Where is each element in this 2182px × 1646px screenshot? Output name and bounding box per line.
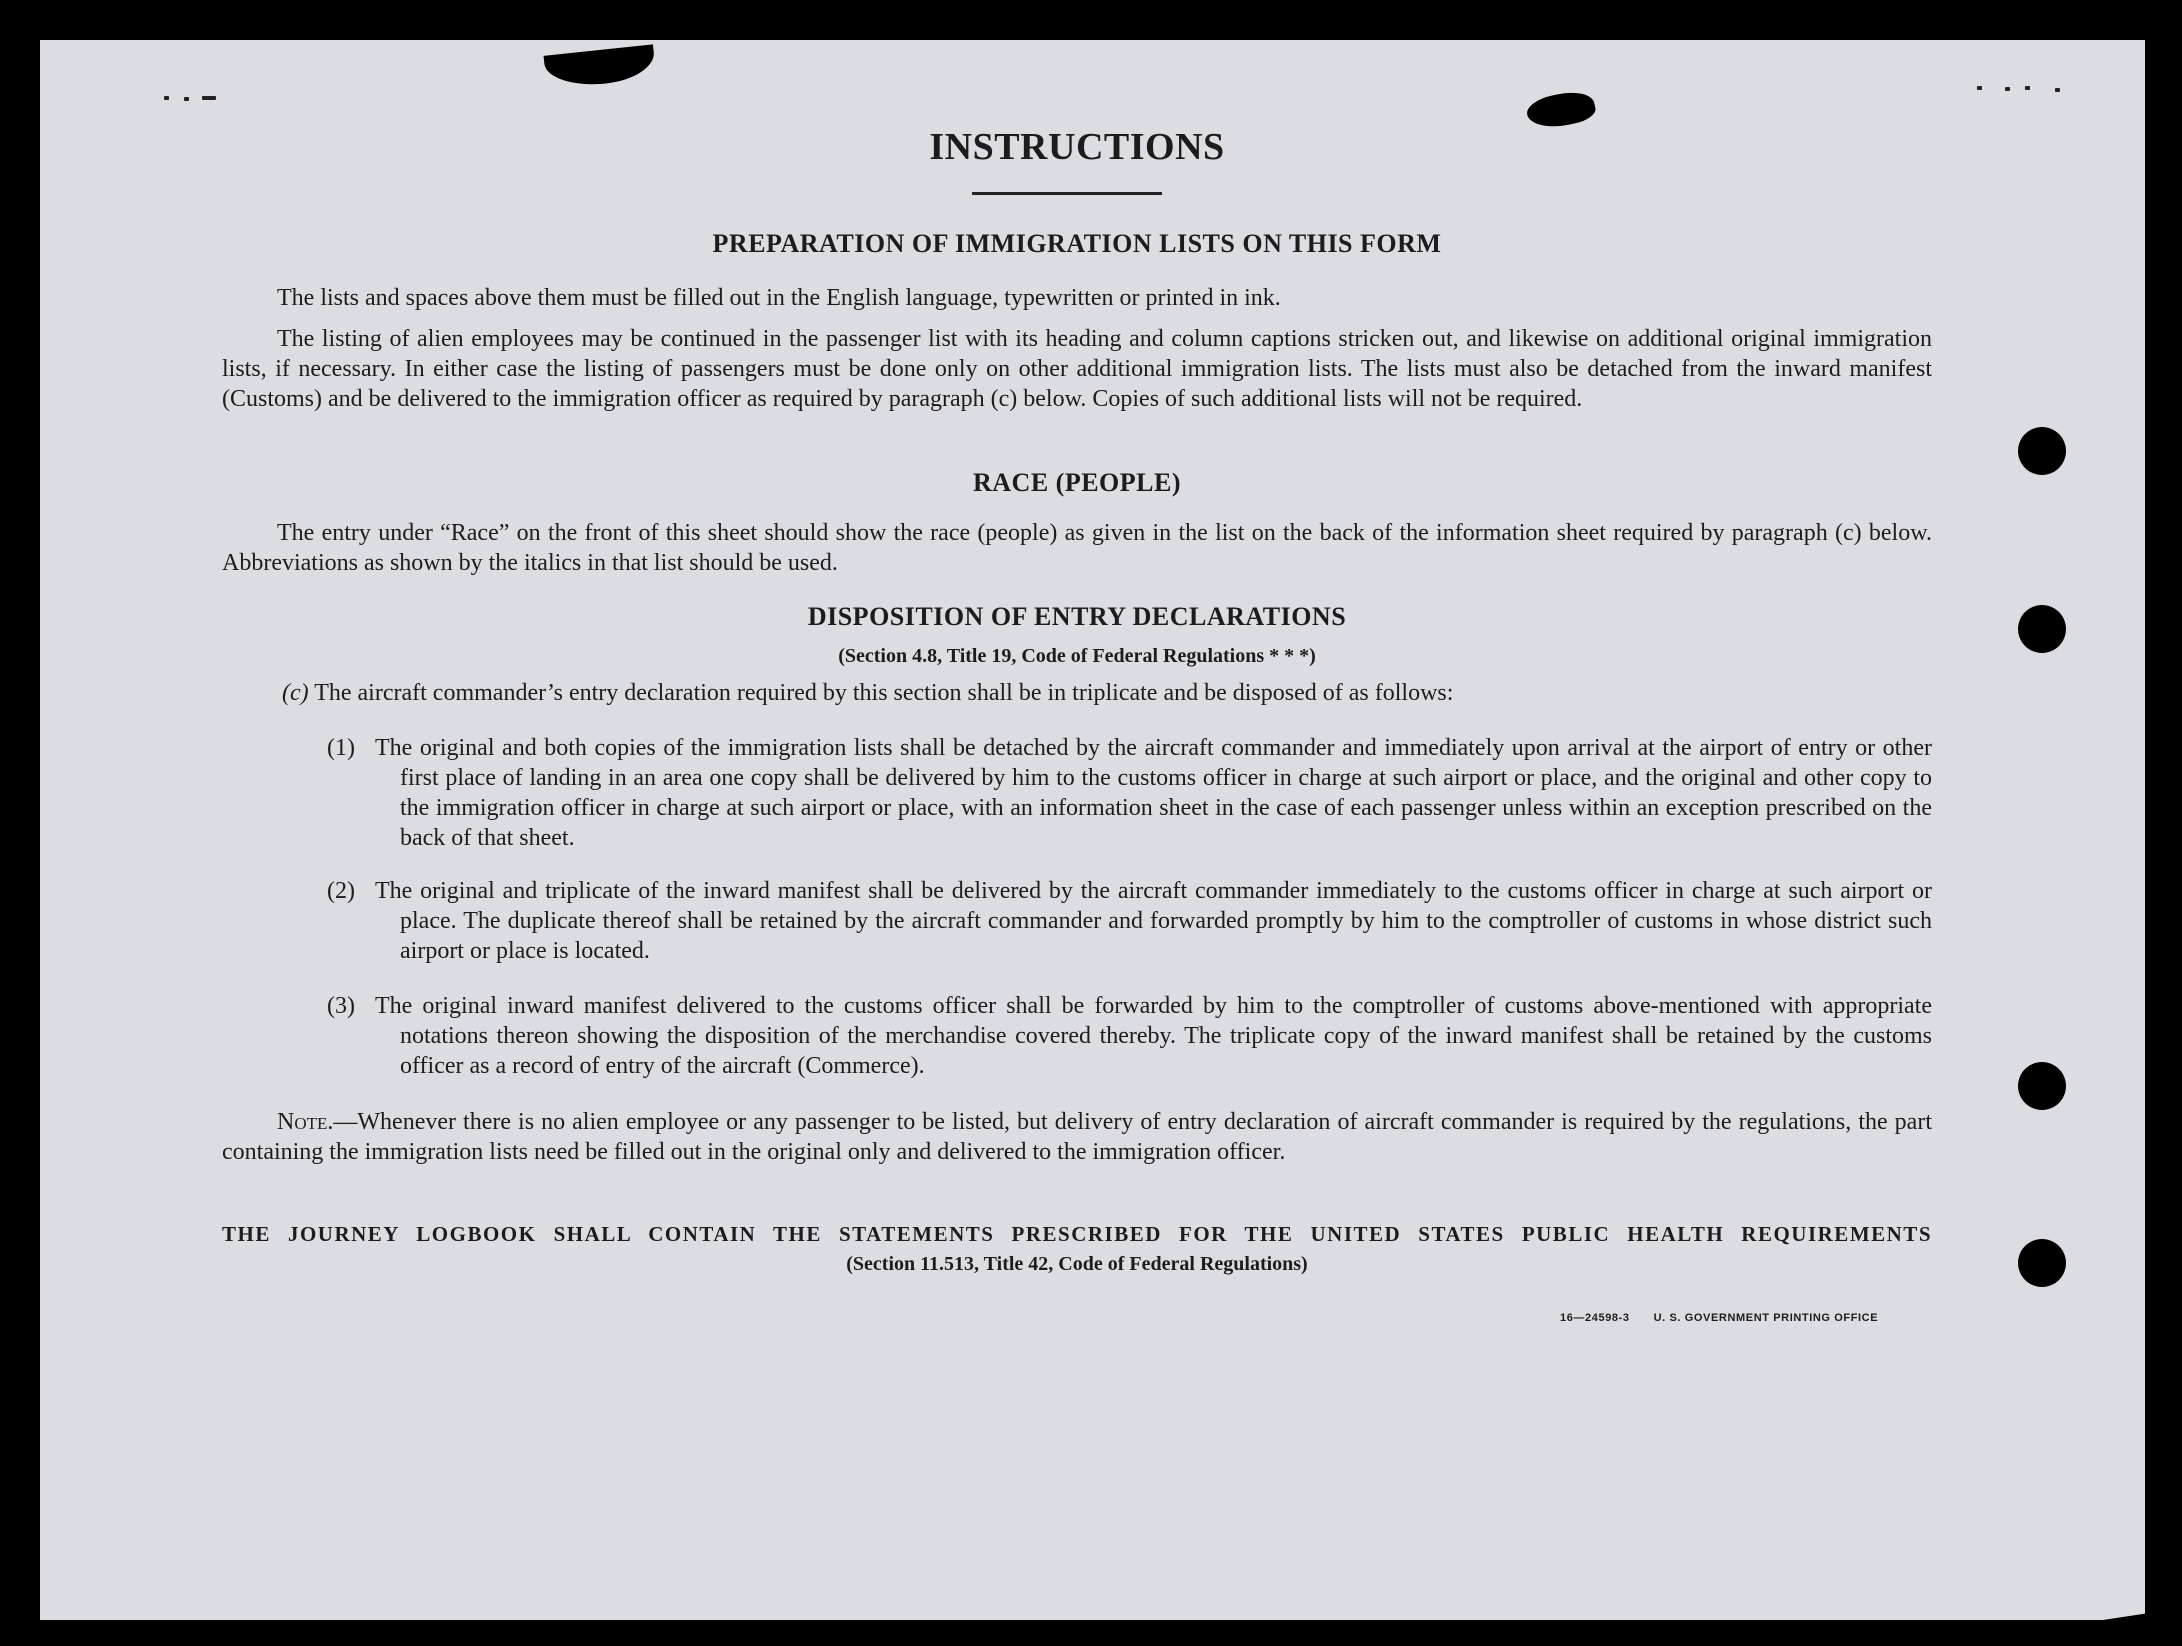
- scan-speck: [2025, 86, 2030, 90]
- preparation-paragraph-1: The lists and spaces above them must be filled out in the English language, typewritten or printed in ink.: [277, 285, 1281, 311]
- disposition-intro: [222, 678, 1932, 708]
- item-number: (3): [327, 993, 355, 1019]
- punch-hole: [2018, 427, 2066, 475]
- paper-tear-mark: [544, 44, 657, 89]
- scan-speck: [184, 97, 189, 101]
- logbook-statement: THE JOURNEY LOGBOOK SHALL CONTAIN THE STATEMENTS PRESCRIBED FOR THE UNITED STATES PUBLIC HEALTH REQUIREMENTS: [222, 1222, 1932, 1246]
- item-text: The original inward manifest delivered to the customs officer shall be forwarded by him to the comptroller of customs above-mentioned with appropriate notations thereon showing the disposition of the merchandise covered thereby. The triplicate copy of the inward manifest shall be retained by the customs officer as a record of entry of the aircraft (Commerce).: [375, 993, 1932, 1079]
- preparation-heading: PREPARATION OF IMMIGRATION LISTS ON THIS FORM: [712, 229, 1442, 258]
- race-paragraph: The entry under “Race” on the front of this sheet should show the race (people) as given in the list on the back of the information sheet required by paragraph (c) below. Abbreviations as shown by the italics in that list should be used.: [222, 520, 1932, 576]
- race-heading: RACE (PEOPLE): [973, 468, 1181, 497]
- note-label: Note.: [277, 1109, 334, 1135]
- form-code: 16—24598-3: [1560, 1312, 1630, 1324]
- item-number: (2): [327, 878, 355, 904]
- disposition-citation: (Section 4.8, Title 19, Code of Federal Regulations * * *): [838, 645, 1316, 667]
- printer-imprint: [1560, 1312, 1878, 1324]
- punch-hole: [2018, 1062, 2066, 1110]
- scan-speck: [2055, 88, 2060, 92]
- punch-hole: [2018, 1239, 2066, 1287]
- disposition-item: [327, 991, 1932, 1081]
- punch-hole: [2018, 605, 2066, 653]
- logbook-citation: (Section 11.513, Title 42, Code of Federal Regulations): [846, 1253, 1308, 1275]
- scan-speck: [202, 96, 216, 100]
- item-number: (1): [327, 735, 355, 761]
- scan-speck: [164, 96, 169, 100]
- disposition-heading: DISPOSITION OF ENTRY DECLARATIONS: [807, 602, 1347, 631]
- title-underline: [972, 192, 1162, 195]
- disposition-intro-label: (c): [282, 680, 309, 706]
- note-paragraph: [222, 1107, 1932, 1167]
- note-text: —Whenever there is no alien employee or any passenger to be listed, but delivery of entry declaration of aircraft commander is required by the regulations, the part containing the immigration lists need be filled out in the original only and delivered to the immigration officer.: [222, 1109, 1932, 1165]
- preparation-paragraph-2: The listing of alien employees may be continued in the passenger list with its heading and column captions stricken out, and likewise on additional original immigration lists, if necessary. In either case the listing of passengers must be done only on other additional immigration lists. The lists must also be detached from the inward manifest (Customs) and be delivered to the immigration officer as required by paragraph (c) below. Copies of such additional lists will not be required.: [222, 326, 1932, 412]
- scan-speck: [2005, 87, 2010, 91]
- printer-name: U. S. GOVERNMENT PRINTING OFFICE: [1653, 1312, 1879, 1324]
- item-text: The original and both copies of the immigration lists shall be detached by the aircraft commander and immediately upon arrival at the airport of entry or other first place of landing in an area one copy shall be delivered by him to the customs officer in charge at such airport or place, and the original and other copy to the immigration officer in charge at such airport or place, with an information sheet in the case of each passenger unless within an exception prescribed on the back of that sheet.: [375, 735, 1932, 851]
- page-title: INSTRUCTIONS: [929, 126, 1225, 168]
- disposition-item: [327, 733, 1932, 853]
- scan-speck: [1977, 86, 1982, 90]
- disposition-intro-text: The aircraft commander’s entry declaration required by this section shall be in triplicate and be disposed of as follows:: [314, 680, 1454, 706]
- item-text: The original and triplicate of the inward manifest shall be delivered by the aircraft commander immediately to the customs officer in charge at such airport or place. The duplicate thereof shall be retained by the aircraft commander and forwarded promptly by him to the comptroller of customs in whose district such airport or place is located.: [375, 878, 1932, 964]
- disposition-item: [327, 876, 1932, 966]
